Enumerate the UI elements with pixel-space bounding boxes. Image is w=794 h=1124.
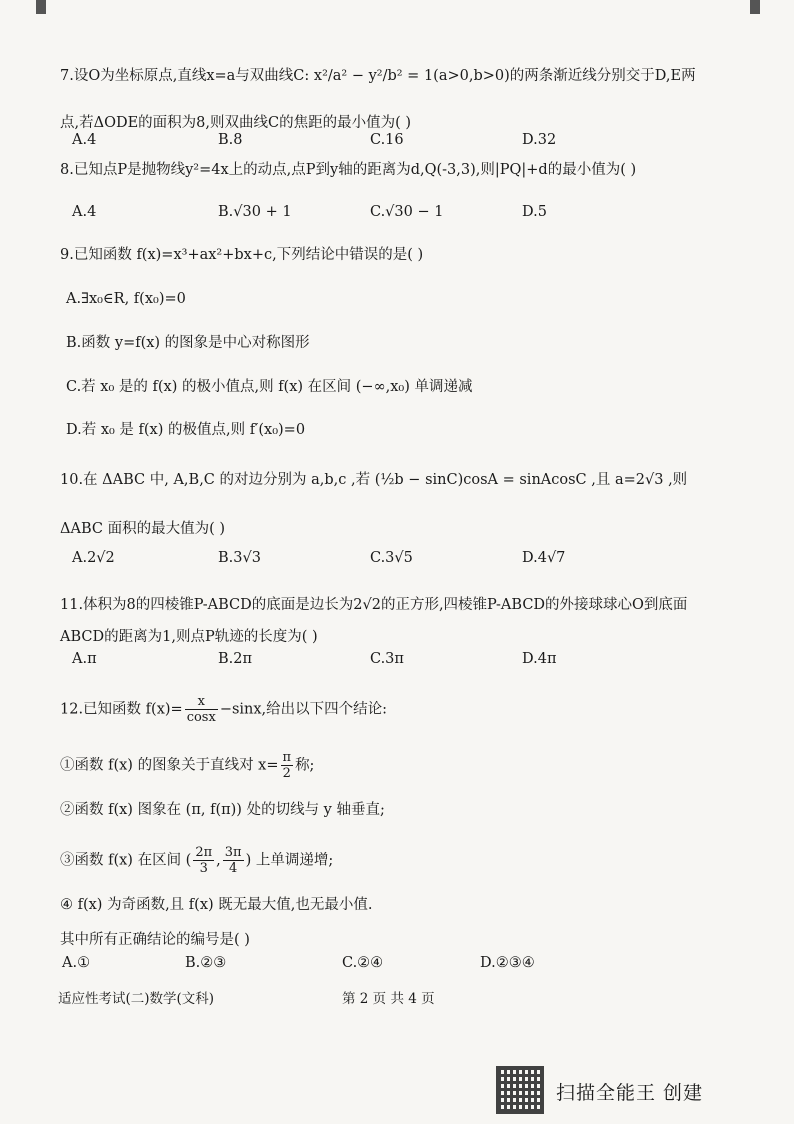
q12-statement-1 — [60, 750, 754, 781]
q11-option-b: B.2π — [218, 651, 253, 667]
s1-den: 2 — [282, 766, 291, 781]
page-number: 第 2 页 共 4 页 — [342, 991, 435, 1007]
q11-option-a: A.π — [72, 651, 97, 667]
q11-stem: 11.体积为8的四棱锥P-ABCD的底面是边长为2√2的正方形,四棱锥P-ABCD的外接球球心O到底面 — [60, 597, 688, 613]
q7-stem: 7.设O为坐标原点,直线x=a与双曲线C: x²/a² − y²/b² = 1(a>0,b>0)的两条渐近线分别交于D,E两 — [60, 68, 696, 84]
q10-option-a: A.2√2 — [72, 550, 115, 566]
q12-frac-num: x — [185, 694, 218, 710]
scan-mark — [750, 0, 760, 14]
q12-stem — [60, 694, 754, 725]
q10-options — [72, 550, 752, 570]
s1-fraction — [281, 750, 294, 781]
q7-option-a: A.4 — [72, 132, 97, 148]
s3-den-2: 4 — [229, 861, 238, 876]
q12-statement-3 — [60, 845, 754, 876]
q9-stem: 9.已知函数 f(x)=x³+ax²+bx+c,下列结论中错误的是( ) — [60, 247, 424, 263]
q10-option-d: D.4√7 — [522, 550, 566, 566]
scanner-watermark: 扫描全能王 创建 — [556, 1082, 704, 1104]
q11-stem-cont: ABCD的距离为1,则点P轨迹的长度为( ) — [60, 629, 318, 645]
q7-options — [72, 132, 752, 152]
q12-option-b: B.②③ — [185, 955, 227, 971]
q9-option-c: C.若 x₀ 是的 f(x) 的极小值点,则 f(x) 在区间 (−∞,x₀) 单调递减 — [66, 379, 473, 395]
q12-fraction — [185, 694, 218, 725]
q8-option-c: C.√30 − 1 — [370, 204, 444, 220]
qr-code-icon — [496, 1066, 544, 1114]
exam-title-footer: 适应性考试(二)数学(文科) — [58, 991, 215, 1007]
s3-post: ) 上单调递增; — [245, 852, 334, 869]
s3-fraction-2 — [223, 845, 244, 876]
q8-option-b: B.√30 + 1 — [218, 204, 292, 220]
q10-stem: 10.在 ΔABC 中, A,B,C 的对边分别为 a,b,c ,若 (½b − sinC)cosA = sinAcosC ,且 a=2√3 ,则 — [60, 472, 688, 488]
q11-option-d: D.4π — [522, 651, 557, 667]
scan-mark — [36, 0, 46, 14]
q10-option-b: B.3√3 — [218, 550, 261, 566]
s1-post: 称; — [295, 757, 315, 774]
q7-option-d: D.32 — [522, 132, 557, 148]
q8-option-a: A.4 — [72, 204, 97, 220]
q7-stem-cont: 点,若ΔODE的面积为8,则双曲线C的焦距的最小值为( ) — [60, 115, 412, 131]
q12-options — [62, 955, 742, 975]
q11-option-c: C.3π — [370, 651, 404, 667]
s3-num-1: 2π — [195, 845, 213, 860]
s3-den-1: 3 — [199, 861, 208, 876]
q12-statement-4: ④ f(x) 为奇函数,且 f(x) 既无最大值,也无最小值. — [60, 897, 373, 913]
q12-option-a: A.① — [62, 955, 91, 971]
s3-pre: ③函数 f(x) 在区间 ( — [60, 852, 192, 869]
s1-num: π — [282, 750, 292, 765]
q12-option-c: C.②④ — [342, 955, 384, 971]
q12-stem-prefix: 12.已知函数 f(x)= — [60, 701, 183, 718]
q10-stem-cont: ΔABC 面积的最大值为( ) — [60, 521, 225, 537]
q7-option-b: B.8 — [218, 132, 243, 148]
q12-ask: 其中所有正确结论的编号是( ) — [60, 932, 250, 948]
s3-num-2: 3π — [224, 845, 242, 860]
q8-options — [72, 204, 752, 224]
q12-statement-2: ②函数 f(x) 图象在 (π, f(π)) 处的切线与 y 轴垂直; — [60, 802, 385, 818]
q10-option-c: C.3√5 — [370, 550, 413, 566]
s1-pre: ①函数 f(x) 的图象关于直线对 x= — [60, 757, 279, 774]
q9-option-b: B.函数 y=f(x) 的图象是中心对称图形 — [66, 335, 310, 351]
q9-option-d: D.若 x₀ 是 f(x) 的极值点,则 f′(x₀)=0 — [66, 422, 306, 438]
q12-stem-suffix: −sinx,给出以下四个结论: — [219, 701, 388, 718]
s3-mid: , — [216, 852, 221, 869]
q12-frac-den: cosx — [186, 710, 216, 725]
q12-option-d: D.②③④ — [480, 955, 535, 971]
q8-option-d: D.5 — [522, 204, 547, 220]
q7-option-c: C.16 — [370, 132, 404, 148]
s3-fraction-1 — [193, 845, 214, 876]
q8-stem: 8.已知点P是抛物线y²=4x上的动点,点P到y轴的距离为d,Q(-3,3),则|PQ|+d的最小值为( ) — [60, 162, 637, 178]
q9-option-a: A.∃x₀∈R, f(x₀)=0 — [66, 291, 186, 307]
q11-options — [72, 651, 752, 671]
